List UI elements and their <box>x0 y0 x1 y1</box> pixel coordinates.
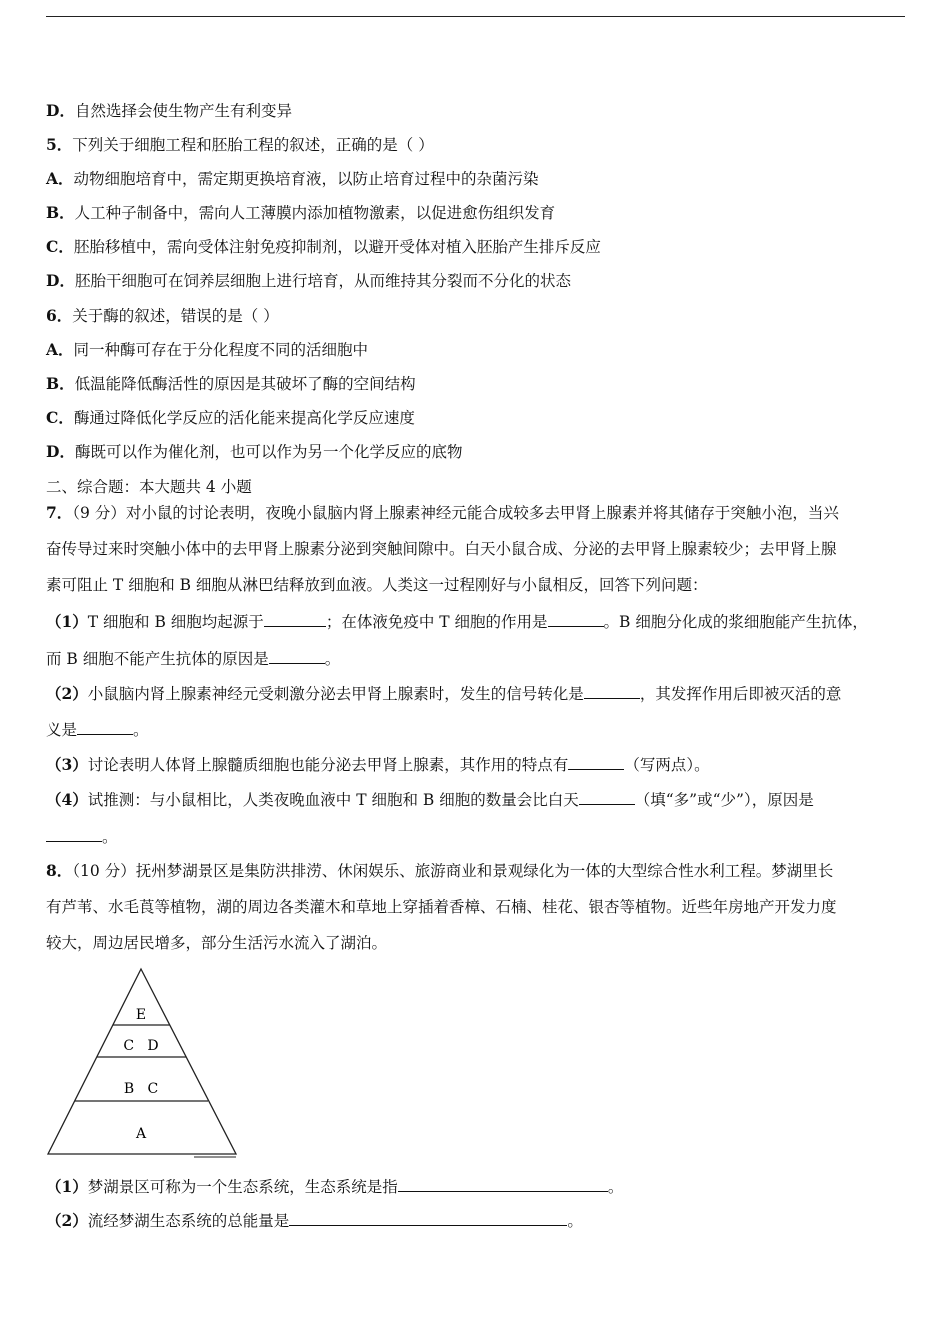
q6-option-a: A．同一种酶可存在于分化程度不同的活细胞中 <box>46 340 369 359</box>
q5-option-b: B．人工种子制备中，需向人工薄膜内添加植物激素，以促进愈伤组织发育 <box>46 203 556 222</box>
q7-part3-text-a: （3）讨论表明人体肾上腺髓质细胞也能分泌去甲肾上腺素，其作用的特点有 <box>46 755 569 774</box>
q8-line2: 有芦苇、水毛莨等植物，湖的周边各类灌木和草地上穿插着香樟、石楠、桂花、银杏等植物。近些年房地产开发力度 <box>46 898 837 916</box>
q8-line3: 较大，周边居民增多，部分生活污水流入了湖泊。 <box>46 934 388 952</box>
item-marker: 6． <box>46 306 73 325</box>
item-marker: C． <box>46 237 74 256</box>
q7-line3: 素可阻止 T 细胞和 B 细胞从淋巴结释放到血液。人类这一过程刚好与小鼠相反，回答下列问题： <box>46 576 708 594</box>
item-marker: 7． <box>46 503 73 522</box>
q7-answer-blank-3[interactable] <box>269 648 325 664</box>
item-marker: 8． <box>46 861 73 880</box>
q7-part2-text-c: 义是 <box>46 721 78 739</box>
q7-part4-text-b: （填“多”或“少”），原因是 <box>634 791 814 809</box>
item-marker: （3） <box>46 755 88 774</box>
q7-part2-line1 <box>46 683 906 704</box>
item-marker: B． <box>46 374 75 393</box>
pyramid-level-3-label: B C <box>123 1081 159 1097</box>
q5-option-c: C．胚胎移植中，需向受体注射免疫抑制剂，以避开受体对植入胚胎产生排斥反应 <box>46 237 601 256</box>
q7-answer-blank-7[interactable] <box>579 789 635 805</box>
header-rule <box>46 16 905 17</box>
q5-stem: 5．下列关于细胞工程和胚胎工程的叙述，正确的是（ ） <box>46 135 434 154</box>
item-marker: D． <box>46 442 75 461</box>
q7-answer-blank-2[interactable] <box>548 611 604 627</box>
q8-part2-text-b: 。 <box>567 1212 583 1230</box>
item-marker: A． <box>46 169 74 188</box>
item-marker: D． <box>46 101 75 120</box>
q8-part2-text-a: （2）流经梦湖生态系统的总能量是 <box>46 1211 290 1230</box>
q7-part4-line2 <box>46 826 906 847</box>
item-marker: C． <box>46 408 74 427</box>
q7-part1-text-a: （1）T 细胞和 B 细胞均起源于 <box>46 612 264 631</box>
q7-answer-blank-4[interactable] <box>584 683 640 699</box>
q6-stem: 6．关于酶的叙述，错误的是（ ） <box>46 306 279 325</box>
q7-part2-text-d: 。 <box>133 721 149 739</box>
q6-option-c: C．酶通过降低化学反应的活化能来提高化学反应速度 <box>46 408 415 427</box>
q7-part2-line2 <box>46 719 906 740</box>
q8-part1-text-b: 。 <box>607 1178 624 1196</box>
q7-line1: 7．（9 分）对小鼠的讨论表明，夜晚小鼠脑内肾上腺素神经元能合成较多去甲肾上腺素并将其储存于突触小泡，当兴 <box>46 503 839 522</box>
item-marker: （2） <box>46 684 88 703</box>
q7-part1-text-e: 。 <box>324 650 341 668</box>
section-heading: 二、综合题：本大题共 4 小题 <box>46 478 252 496</box>
q7-part4-line1 <box>46 789 906 810</box>
item-marker: （1） <box>46 1177 88 1196</box>
item-marker: A． <box>46 340 74 359</box>
pyramid-level-1-label: E <box>135 1007 147 1023</box>
item-marker: （4） <box>46 790 88 809</box>
q7-answer-blank-6[interactable] <box>568 754 624 770</box>
q8-part2 <box>46 1210 906 1231</box>
q7-line2: 奋传导过来时突触小体中的去甲肾上腺素分泌到突触间隙中。白天小鼠合成、分泌的去甲肾上腺素较少；去甲肾上腺 <box>46 540 837 558</box>
item-marker: D． <box>46 271 75 290</box>
q8-part1 <box>46 1176 906 1197</box>
q7-part4-text-a: （4）试推测：与小鼠相比，人类夜晚血液中 T 细胞和 B 细胞的数量会比白天 <box>46 790 579 809</box>
pyramid-level-2-label: C D <box>123 1038 159 1054</box>
q7-part2-text-b: ，其发挥作用后即被灭活的意 <box>639 685 842 703</box>
q7-part1-text-d: 而 B 细胞不能产生抗体的原因是 <box>46 650 269 668</box>
q8-answer-blank-1[interactable] <box>398 1176 608 1192</box>
q7-part3 <box>46 754 906 775</box>
q7-part1-text-c: 。B 细胞分化成的浆细胞能产生抗体， <box>603 613 868 631</box>
q7-part3-text-b: （写两点）。 <box>624 756 710 774</box>
q7-part1-text-b: ；在体液免疫中 T 细胞的作用是 <box>325 613 548 631</box>
q5-option-d: D．胚胎干细胞可在饲养层细胞上进行培育，从而维持其分裂而不分化的状态 <box>46 271 571 290</box>
q7-part4-text-c: 。 <box>102 828 118 846</box>
energy-pyramid-diagram <box>44 965 244 1160</box>
q7-answer-blank-8[interactable] <box>46 826 102 842</box>
q8-line1: 8．（10 分）抚州梦湖景区是集防洪排涝、休闲娱乐、旅游商业和景观绿化为一体的大型综合性水利工程。梦湖里长 <box>46 861 834 880</box>
q7-answer-blank-1[interactable] <box>264 611 326 627</box>
item-marker: （1） <box>46 612 88 631</box>
pyramid-level-4-label: A <box>135 1126 147 1142</box>
q7-answer-blank-5[interactable] <box>77 719 133 735</box>
q7-part1-line2 <box>46 648 906 669</box>
q8-part1-text-a: （1）梦湖景区可称为一个生态系统，生态系统是指 <box>46 1177 398 1196</box>
q8-answer-blank-2[interactable] <box>289 1210 567 1226</box>
item-marker: B． <box>46 203 75 222</box>
q6-option-d: D．酶既可以作为催化剂，也可以作为另一个化学反应的底物 <box>46 442 463 461</box>
q7-part1-line1 <box>46 611 906 632</box>
q5-option-a: A．动物细胞培育中，需定期更换培育液，以防止培育过程中的杂菌污染 <box>46 169 539 188</box>
q6-option-b: B．低温能降低酶活性的原因是其破坏了酶的空间结构 <box>46 374 416 393</box>
q4-option-d: D．自然选择会使生物产生有利变异 <box>46 101 292 120</box>
item-marker: （2） <box>46 1211 88 1230</box>
item-marker: 5． <box>46 135 73 154</box>
q7-part2-text-a: （2）小鼠脑内肾上腺素神经元受刺激分泌去甲肾上腺素时，发生的信号转化是 <box>46 684 584 703</box>
